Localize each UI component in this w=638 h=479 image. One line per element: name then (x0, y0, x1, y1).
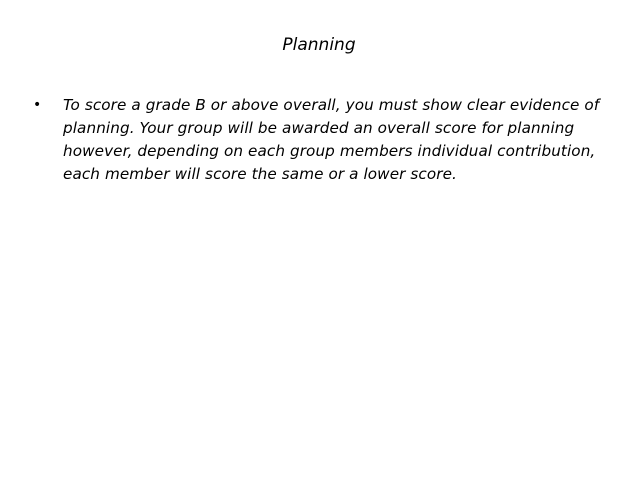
slide-title: Planning (282, 35, 356, 55)
bullet-icon: • (33, 97, 42, 113)
bullet-text: To score a grade B or above overall, you must show clear evidence of planning. Your group will be awarded an overall score for planning however, depending on each group members individual contribution, each member will score the same or a lower score. (63, 96, 600, 183)
bullet-item (33, 94, 605, 186)
slide-body (33, 94, 605, 186)
